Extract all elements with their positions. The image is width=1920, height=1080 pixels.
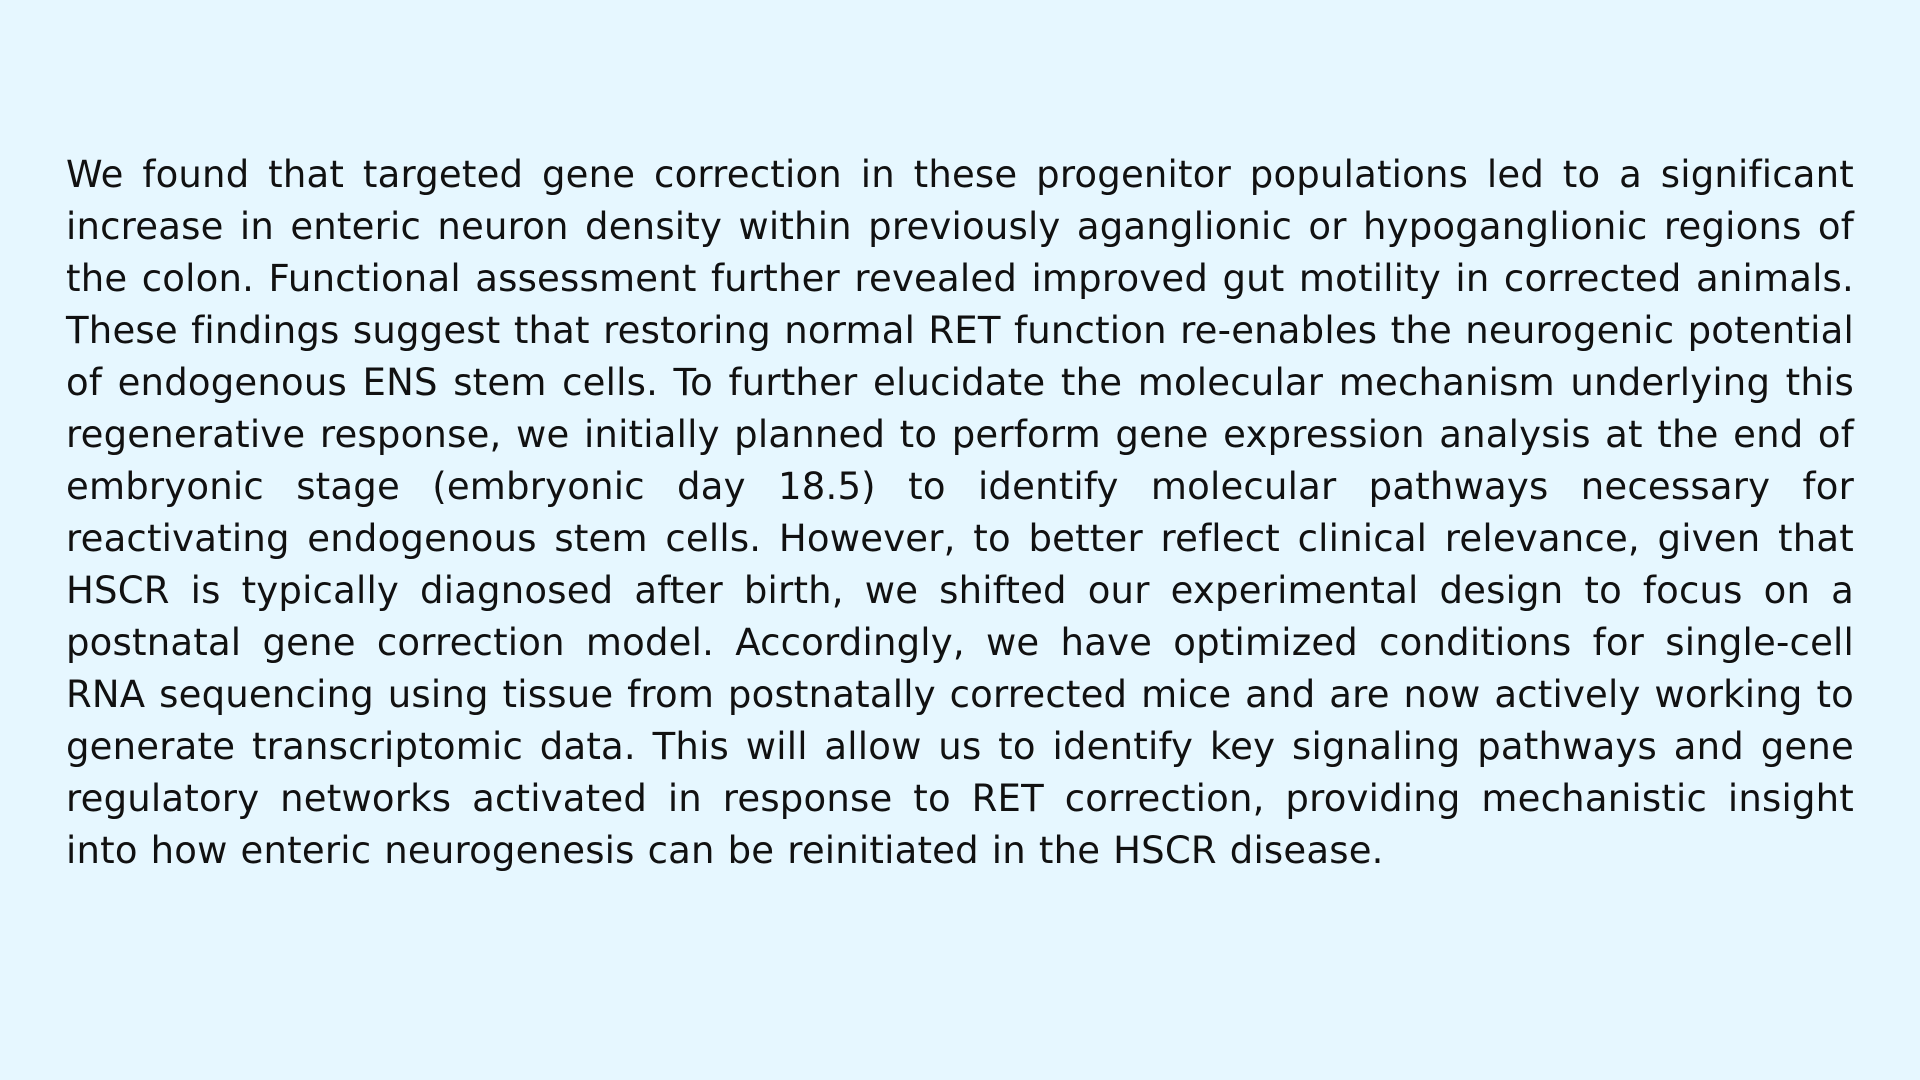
- body-paragraph: We found that targeted gene correction in these progenitor populations led to a significant increase in enteric neuron density within previously aganglionic or hypoganglionic regions of the colon. Functional assessment further revealed improved gut motility in corrected animals. These findings suggest that restoring normal RET function re-enables the neurogenic potential of endogenous ENS stem cells. To further elucidate the molecular mechanism underlying this regenerative response, we initially planned to perform gene expression analysis at the end of embryonic stage (embryonic day 18.5) to identify molecular pathways necessary for reactivating endogenous stem cells. However, to better reflect clinical relevance, given that HSCR is typically diagnosed after birth, we shifted our experimental design to focus on a postnatal gene correction model. Accordingly, we have optimized conditions for single-cell RNA sequencing using tissue from postnatally corrected mice and are now actively working to generate transcriptomic data. This will allow us to identify key signaling pathways and gene regulatory networks activated in response to RET correction, providing mechanistic insight into how enteric neurogenesis can be reinitiated in the HSCR disease.: [66, 153, 1854, 872]
